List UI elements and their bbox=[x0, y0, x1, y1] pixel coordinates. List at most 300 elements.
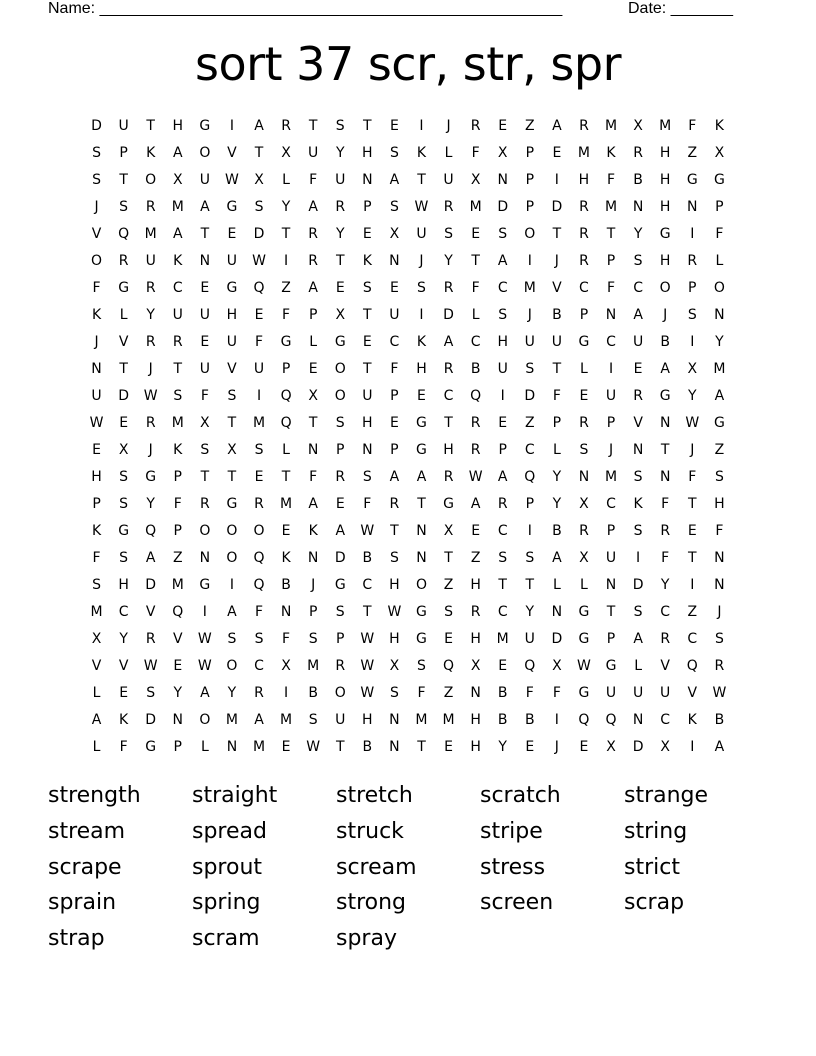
word-bank-item: struck bbox=[336, 818, 404, 844]
grid-letter: A bbox=[389, 171, 400, 188]
grid-letter: R bbox=[579, 522, 589, 539]
grid-letter: C bbox=[172, 279, 183, 296]
grid-letter: G bbox=[118, 279, 130, 296]
grid-letter: G bbox=[713, 414, 725, 431]
grid-letter: J bbox=[446, 117, 451, 134]
grid-letter: R bbox=[714, 657, 725, 674]
grid-letter: W bbox=[360, 657, 375, 674]
grid-row bbox=[83, 706, 733, 733]
grid-letter: P bbox=[308, 306, 318, 323]
grid-letter: A bbox=[172, 144, 183, 161]
grid-letter: R bbox=[579, 117, 589, 134]
grid-letter: S bbox=[389, 198, 399, 215]
grid-letter: Q bbox=[253, 549, 265, 566]
grid-letter: P bbox=[336, 441, 345, 458]
grid-letter: U bbox=[416, 225, 427, 242]
grid-letter: G bbox=[416, 603, 427, 620]
grid-letter: P bbox=[606, 630, 616, 647]
grid-letter: N bbox=[659, 468, 671, 485]
grid-letter: F bbox=[471, 279, 480, 296]
grid-letter: R bbox=[470, 603, 481, 620]
grid-letter: O bbox=[199, 144, 211, 161]
grid-letter: P bbox=[525, 171, 535, 188]
grid-letter: R bbox=[660, 630, 671, 647]
word-bank-item: strength bbox=[48, 783, 141, 808]
grid-letter: Q bbox=[172, 603, 184, 620]
grid-letter: S bbox=[146, 684, 156, 701]
grid-letter: S bbox=[200, 441, 210, 458]
grid-letter: R bbox=[199, 495, 210, 512]
grid-letter: S bbox=[254, 198, 264, 215]
grid-row bbox=[83, 436, 733, 463]
grid-row bbox=[83, 571, 733, 598]
grid-letter: Z bbox=[687, 144, 698, 161]
grid-row bbox=[83, 220, 733, 247]
grid-letter: K bbox=[687, 711, 697, 728]
grid-letter: N bbox=[416, 522, 427, 539]
grid-letter: R bbox=[281, 117, 291, 134]
grid-letter: B bbox=[552, 522, 562, 539]
grid-letter: N bbox=[362, 171, 373, 188]
grid-letter: S bbox=[335, 603, 345, 620]
grid-letter: R bbox=[118, 252, 129, 269]
grid-letter: D bbox=[551, 630, 563, 647]
word-bank-item: stress bbox=[480, 854, 546, 880]
grid-letter: X bbox=[497, 144, 508, 161]
grid-letter: P bbox=[606, 252, 616, 269]
grid-letter: Y bbox=[660, 576, 670, 593]
grid-letter: S bbox=[714, 630, 724, 647]
grid-letter: P bbox=[173, 522, 182, 539]
header bbox=[48, 0, 748, 20]
page-title: sort 37 scr, str, spr bbox=[195, 37, 621, 91]
grid-letter: B bbox=[552, 306, 562, 323]
grid-letter: U bbox=[497, 360, 508, 377]
grid-letter: A bbox=[172, 225, 183, 242]
grid-letter: T bbox=[173, 360, 183, 377]
grid-letter: E bbox=[362, 225, 372, 242]
date-line: Date: _______ bbox=[628, 0, 733, 17]
grid-letter: Q bbox=[524, 657, 536, 674]
grid-letter: V bbox=[687, 684, 698, 701]
grid-letter: F bbox=[417, 684, 426, 701]
grid-letter: P bbox=[552, 414, 562, 431]
grid-letter: X bbox=[389, 657, 400, 674]
grid-letter: L bbox=[552, 576, 561, 593]
grid-row bbox=[83, 517, 733, 544]
grid-letter: Q bbox=[118, 225, 130, 242]
grid-letter: B bbox=[633, 171, 643, 188]
grid-letter: O bbox=[415, 576, 427, 593]
grid-letter: N bbox=[389, 252, 400, 269]
grid-letter: R bbox=[470, 414, 481, 431]
grid-letter: Q bbox=[145, 522, 157, 539]
grid-letter: Q bbox=[686, 657, 698, 674]
grid-letter: P bbox=[173, 738, 182, 755]
grid-letter: P bbox=[119, 144, 128, 161]
grid-letter: J bbox=[690, 441, 695, 458]
grid-letter: A bbox=[335, 522, 346, 539]
grid-letter: Q bbox=[253, 576, 265, 593]
grid-letter: S bbox=[498, 549, 508, 566]
grid-letter: K bbox=[91, 306, 102, 323]
grid-letter: I bbox=[636, 549, 641, 566]
grid-letter: D bbox=[497, 198, 509, 215]
grid-letter: Y bbox=[146, 495, 155, 512]
grid-letter: S bbox=[714, 468, 724, 485]
grid-letter: A bbox=[200, 198, 210, 215]
grid-letter: R bbox=[470, 441, 481, 458]
word-bank-item: sprain bbox=[48, 890, 117, 916]
grid-letter: T bbox=[227, 414, 237, 431]
grid-letter: C bbox=[660, 603, 671, 620]
grid-letter: C bbox=[660, 711, 671, 728]
letter-grid bbox=[83, 112, 733, 760]
grid-letter: E bbox=[417, 387, 426, 404]
grid-letter: F bbox=[688, 468, 697, 485]
grid-letter: R bbox=[579, 225, 589, 242]
word-bank-item: strong bbox=[336, 890, 407, 916]
grid-row bbox=[83, 463, 733, 490]
grid-letter: J bbox=[554, 738, 559, 755]
grid-letter: G bbox=[659, 225, 671, 242]
grid-letter: U bbox=[524, 630, 535, 647]
grid-letter: B bbox=[497, 711, 508, 728]
grid-letter: E bbox=[579, 387, 589, 404]
grid-letter: M bbox=[280, 495, 293, 512]
word-bank-item: scrap bbox=[624, 890, 685, 916]
grid-letter: X bbox=[579, 495, 589, 512]
grid-row bbox=[83, 166, 733, 193]
grid-letter: H bbox=[659, 198, 671, 215]
grid-letter: Q bbox=[578, 711, 590, 728]
grid-row bbox=[83, 652, 733, 679]
grid-letter: R bbox=[497, 495, 508, 512]
grid-letter: G bbox=[443, 495, 454, 512]
grid-letter: P bbox=[281, 360, 291, 377]
grid-letter: O bbox=[226, 522, 238, 539]
grid-letter: E bbox=[200, 279, 210, 296]
grid-letter: G bbox=[578, 684, 590, 701]
grid-letter: F bbox=[661, 495, 670, 512]
grid-letter: U bbox=[335, 171, 346, 188]
grid-letter: J bbox=[554, 252, 559, 269]
grid-letter: M bbox=[442, 711, 455, 728]
grid-letter: S bbox=[579, 441, 589, 458]
grid-letter: L bbox=[715, 252, 724, 269]
grid-letter: F bbox=[92, 549, 101, 566]
grid-letter: J bbox=[419, 252, 424, 269]
grid-letter: K bbox=[416, 333, 427, 350]
grid-letter: A bbox=[633, 630, 643, 647]
grid-letter: K bbox=[633, 495, 643, 512]
grid-letter: U bbox=[632, 684, 644, 701]
grid-letter: X bbox=[281, 657, 291, 674]
word-bank-item: scrape bbox=[48, 854, 122, 880]
grid-letter: Z bbox=[714, 441, 725, 458]
grid-letter: L bbox=[309, 333, 318, 350]
grid-letter: I bbox=[690, 738, 695, 755]
grid-letter: M bbox=[604, 468, 618, 485]
grid-letter: F bbox=[715, 225, 724, 242]
grid-letter: C bbox=[254, 657, 264, 674]
grid-row bbox=[83, 301, 733, 328]
grid-letter: R bbox=[335, 468, 346, 485]
grid-letter: A bbox=[145, 549, 156, 566]
grid-letter: Y bbox=[633, 225, 643, 242]
grid-letter: R bbox=[443, 468, 454, 485]
grid-letter: F bbox=[363, 495, 372, 512]
grid-letter: C bbox=[362, 576, 373, 593]
grid-letter: E bbox=[687, 522, 697, 539]
grid-letter: J bbox=[608, 441, 614, 458]
word-bank-item: stripe bbox=[480, 818, 543, 844]
grid-letter: F bbox=[688, 117, 697, 134]
grid-letter: V bbox=[227, 144, 237, 161]
grid-letter: E bbox=[119, 414, 129, 431]
grid-letter: D bbox=[118, 387, 129, 404]
grid-letter: R bbox=[660, 522, 671, 539]
grid-letter: Z bbox=[687, 603, 698, 620]
grid-letter: N bbox=[687, 198, 698, 215]
grid-letter: U bbox=[335, 711, 346, 728]
word-bank-item: scream bbox=[336, 854, 417, 880]
grid-letter: M bbox=[280, 711, 293, 728]
grid-letter: T bbox=[119, 171, 128, 188]
grid-letter: H bbox=[389, 576, 400, 593]
grid-letter: H bbox=[362, 711, 373, 728]
grid-letter: H bbox=[470, 738, 481, 755]
grid-letter: P bbox=[173, 468, 182, 485]
grid-letter: F bbox=[254, 333, 264, 350]
grid-letter: S bbox=[173, 387, 183, 404]
grid-letter: X bbox=[200, 414, 210, 431]
grid-letter: X bbox=[606, 738, 616, 755]
grid-letter: O bbox=[334, 684, 346, 701]
grid-letter: C bbox=[606, 333, 616, 350]
grid-letter: R bbox=[145, 198, 156, 215]
grid-letter: P bbox=[363, 198, 372, 215]
grid-letter: F bbox=[309, 171, 318, 188]
grid-letter: G bbox=[713, 171, 725, 188]
grid-letter: Y bbox=[498, 738, 507, 755]
grid-letter: O bbox=[226, 657, 238, 674]
grid-letter: A bbox=[389, 468, 400, 485]
grid-letter: J bbox=[94, 333, 99, 350]
grid-letter: D bbox=[91, 117, 102, 134]
grid-letter: W bbox=[685, 414, 700, 431]
grid-letter: D bbox=[253, 225, 265, 242]
grid-letter: S bbox=[308, 711, 318, 728]
grid-letter: O bbox=[91, 252, 103, 269]
grid-letter: M bbox=[523, 279, 536, 296]
grid-letter: G bbox=[686, 171, 698, 188]
grid-letter: S bbox=[92, 144, 101, 161]
grid-letter: O bbox=[334, 387, 346, 404]
grid-letter: H bbox=[659, 171, 671, 188]
grid-letter: H bbox=[497, 333, 508, 350]
grid-letter: S bbox=[525, 360, 535, 377]
word-bank-item: string bbox=[624, 818, 688, 844]
grid-letter: R bbox=[633, 144, 643, 161]
grid-letter: A bbox=[660, 360, 670, 377]
grid-letter: N bbox=[172, 711, 184, 728]
grid-letter: P bbox=[688, 279, 697, 296]
grid-letter: S bbox=[227, 387, 237, 404]
grid-letter: V bbox=[633, 414, 643, 431]
grid-letter: X bbox=[91, 630, 102, 647]
grid-letter: U bbox=[145, 252, 156, 269]
grid-letter: N bbox=[199, 549, 211, 566]
grid-letter: X bbox=[470, 657, 481, 674]
grid-letter: S bbox=[362, 279, 372, 296]
grid-letter: N bbox=[714, 306, 725, 323]
grid-row bbox=[83, 112, 733, 139]
grid-letter: S bbox=[417, 657, 426, 674]
grid-letter: C bbox=[497, 522, 508, 539]
grid-letter: E bbox=[498, 657, 508, 674]
grid-letter: N bbox=[307, 549, 319, 566]
grid-letter: I bbox=[554, 711, 559, 728]
grid-letter: C bbox=[497, 279, 508, 296]
grid-letter: B bbox=[362, 738, 373, 755]
grid-letter: I bbox=[256, 387, 262, 404]
grid-letter: T bbox=[444, 549, 453, 566]
grid-letter: T bbox=[200, 468, 210, 485]
grid-letter: S bbox=[389, 144, 399, 161]
grid-letter: R bbox=[145, 414, 156, 431]
grid-letter: P bbox=[606, 522, 616, 539]
grid-letter: X bbox=[172, 171, 183, 188]
grid-letter: J bbox=[527, 306, 532, 323]
grid-letter: S bbox=[119, 495, 129, 512]
grid-letter: Q bbox=[470, 387, 482, 404]
grid-letter: K bbox=[308, 522, 318, 539]
grid-letter: L bbox=[471, 306, 480, 323]
grid-letter: L bbox=[119, 306, 128, 323]
grid-letter: B bbox=[714, 711, 725, 728]
grid-row bbox=[83, 679, 733, 706]
name-line: Name: ____________________________________________________ bbox=[48, 0, 563, 17]
grid-letter: R bbox=[145, 333, 156, 350]
grid-letter: K bbox=[416, 144, 427, 161]
grid-letter: O bbox=[199, 522, 211, 539]
grid-letter: W bbox=[252, 252, 266, 269]
grid-letter: P bbox=[579, 306, 589, 323]
grid-letter: S bbox=[308, 630, 318, 647]
grid-letter: R bbox=[579, 198, 589, 215]
grid-letter: V bbox=[172, 630, 183, 647]
grid-letter: R bbox=[389, 495, 400, 512]
grid-letter: M bbox=[604, 117, 618, 134]
grid-letter: W bbox=[143, 657, 158, 674]
grid-letter: A bbox=[497, 468, 508, 485]
grid-letter: Z bbox=[281, 279, 291, 296]
grid-letter: G bbox=[416, 441, 427, 458]
grid-letter: X bbox=[552, 657, 562, 674]
grid-letter: S bbox=[254, 630, 264, 647]
grid-letter: L bbox=[444, 144, 453, 161]
grid-letter: A bbox=[227, 603, 237, 620]
grid-letter: J bbox=[94, 198, 99, 215]
grid-letter: G bbox=[145, 468, 157, 485]
grid-letter: A bbox=[552, 549, 562, 566]
grid-letter: M bbox=[713, 360, 726, 377]
grid-letter: U bbox=[199, 360, 210, 377]
grid-row bbox=[83, 274, 733, 301]
grid-letter: A bbox=[552, 117, 562, 134]
grid-letter: B bbox=[281, 576, 291, 593]
grid-letter: K bbox=[281, 549, 291, 566]
grid-letter: U bbox=[118, 117, 129, 134]
grid-letter: T bbox=[417, 738, 426, 755]
grid-letter: F bbox=[282, 630, 291, 647]
grid-letter: N bbox=[714, 576, 725, 593]
grid-letter: I bbox=[284, 684, 289, 701]
grid-letter: U bbox=[524, 333, 535, 350]
grid-letter: N bbox=[632, 441, 644, 458]
grid-letter: R bbox=[308, 225, 319, 242]
grid-letter: U bbox=[605, 684, 617, 701]
grid-letter: T bbox=[498, 576, 507, 593]
grid-letter: T bbox=[552, 360, 562, 377]
grid-letter: K bbox=[173, 441, 183, 458]
grid-letter: X bbox=[308, 387, 318, 404]
grid-letter: H bbox=[659, 144, 671, 161]
grid-letter: L bbox=[282, 171, 290, 188]
grid-letter: T bbox=[200, 225, 210, 242]
grid-letter: L bbox=[200, 738, 209, 755]
grid-letter: S bbox=[362, 468, 372, 485]
grid-letter: H bbox=[659, 252, 671, 269]
grid-letter: M bbox=[225, 711, 238, 728]
grid-letter: T bbox=[525, 576, 535, 593]
grid-letter: K bbox=[119, 711, 129, 728]
grid-letter: P bbox=[308, 603, 318, 620]
grid-letter: E bbox=[389, 117, 399, 134]
grid-letter: F bbox=[661, 549, 670, 566]
grid-letter: T bbox=[363, 117, 372, 134]
grid-letter: G bbox=[416, 414, 427, 431]
grid-letter: N bbox=[470, 684, 481, 701]
grid-letter: R bbox=[308, 252, 319, 269]
grid-letter: A bbox=[308, 279, 318, 296]
grid-letter: U bbox=[253, 360, 265, 377]
grid-letter: U bbox=[199, 171, 210, 188]
grid-row bbox=[83, 625, 733, 652]
grid-letter: S bbox=[498, 225, 508, 242]
grid-letter: I bbox=[690, 333, 695, 350]
grid-letter: L bbox=[580, 576, 588, 593]
grid-letter: G bbox=[605, 657, 617, 674]
grid-letter: V bbox=[118, 657, 129, 674]
grid-letter: J bbox=[148, 360, 153, 377]
grid-letter: X bbox=[470, 171, 481, 188]
grid-letter: T bbox=[363, 360, 372, 377]
grid-letter: C bbox=[687, 630, 698, 647]
grid-letter: N bbox=[416, 549, 427, 566]
grid-letter: P bbox=[525, 198, 535, 215]
grid-letter: R bbox=[443, 360, 454, 377]
grid-letter: D bbox=[145, 576, 157, 593]
grid-letter: T bbox=[444, 414, 453, 431]
grid-letter: S bbox=[119, 198, 129, 215]
grid-letter: C bbox=[118, 603, 129, 620]
grid-letter: X bbox=[660, 738, 670, 755]
grid-letter: A bbox=[416, 468, 427, 485]
grid-letter: J bbox=[311, 576, 316, 593]
grid-letter: V bbox=[91, 225, 102, 242]
